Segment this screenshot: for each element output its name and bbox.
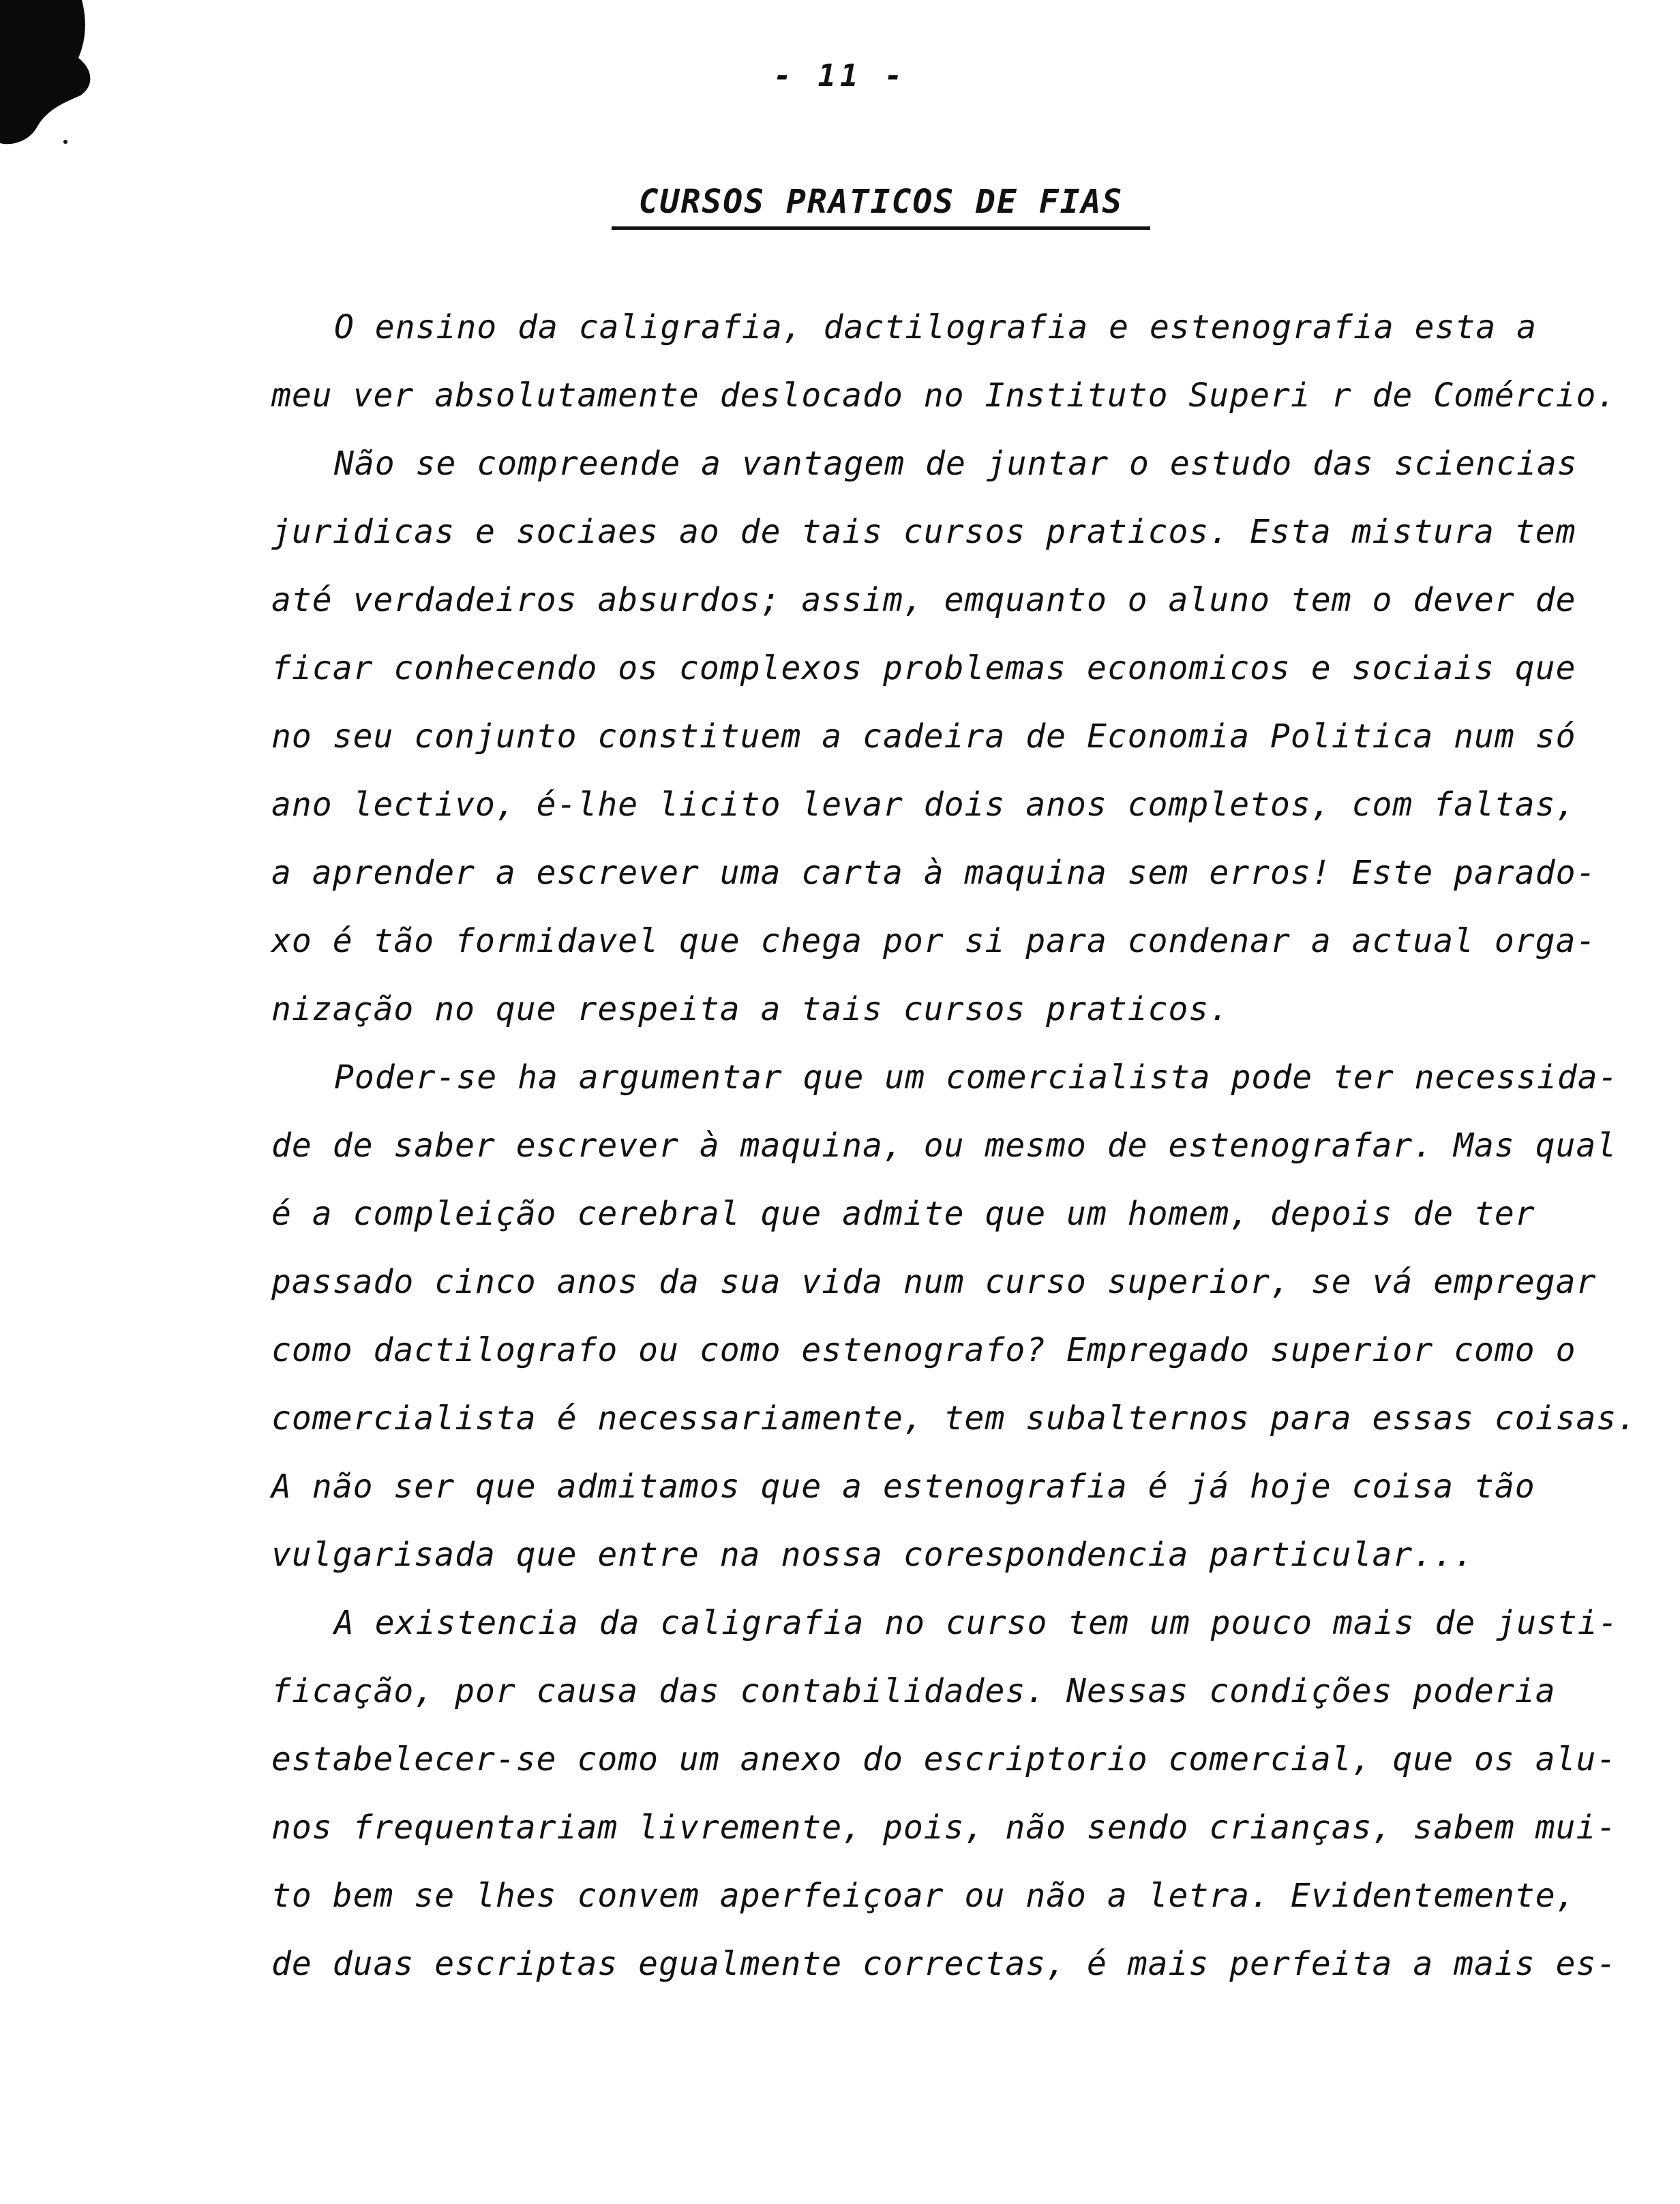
text-line: Poder-se ha argumentar que um comercialista pode ter necessida- [334, 1058, 1619, 1097]
text-line: to bem se lhes convem aperfeiçoar ou não a letra. Evidentemente, [271, 1877, 1576, 1915]
text-line: nos frequentariam livremente, pois, não sendo crianças, sabem mui- [271, 1808, 1617, 1847]
text-line: passado cinco anos da sua vida num curso superior, se vá empregar [271, 1263, 1597, 1301]
text-line: é a compleição cerebral que admite que um homem, depois de ter [271, 1195, 1535, 1233]
text-line: xo é tão formidavel que chega por si para condenar a actual orga- [271, 922, 1597, 960]
text-line: A não ser que admitamos que a estenografia é já hoje coisa tão [271, 1468, 1535, 1506]
text-line: O ensino da caligrafia, dactilografia e estenografia esta a [334, 308, 1537, 346]
text-line: ficação, por causa das contabilidades. Nessas condições poderia [271, 1672, 1556, 1710]
page-title [0, 183, 1680, 230]
text-line: A existencia da caligrafia no curso tem um pouco mais de justi- [334, 1604, 1619, 1642]
text-line: a aprender a escrever uma carta à maquina sem erros! Este parado- [271, 854, 1597, 892]
text-line: como dactilografo ou como estenografo? Empregado superior como o [271, 1331, 1576, 1369]
text-line: meu ver absolutamente deslocado no Instituto Superi r de Comércio. [271, 376, 1617, 415]
text-line: estabelecer-se como um anexo do escriptorio comercial, que os alu- [271, 1740, 1617, 1778]
text-line: de de saber escrever à maquina, ou mesmo de estenografar. Mas qual [271, 1127, 1617, 1165]
text-line: Não se compreende a vantagem de juntar o estudo das sciencias [334, 445, 1578, 483]
body-text [271, 293, 1638, 1998]
text-line: juridicas e sociaes ao de tais cursos praticos. Esta mistura tem [271, 513, 1576, 551]
text-line: ficar conhecendo os complexos problemas economicos e sociais que [271, 649, 1576, 687]
page-title-text: CURSOS PRATICOS DE FIAS [612, 183, 1151, 230]
page-number: - 11 - [773, 59, 907, 93]
text-line: até verdadeiros absurdos; assim, emquanto o aluno tem o dever de [271, 581, 1576, 619]
text-line: ano lectivo, é-lhe licito levar dois anos completos, com faltas, [271, 786, 1576, 824]
text-line: de duas escriptas egualmente correctas, é mais perfeita a mais es- [271, 1945, 1617, 1983]
text-line: nização no que respeita a tais cursos praticos. [271, 990, 1230, 1028]
text-line: comercialista é necessariamente, tem subalternos para essas coisas. [271, 1399, 1638, 1438]
text-line: vulgarisada que entre na nossa corespondencia particular... [271, 1536, 1475, 1574]
text-line: no seu conjunto constituem a cadeira de Economia Politica num só [271, 717, 1576, 756]
